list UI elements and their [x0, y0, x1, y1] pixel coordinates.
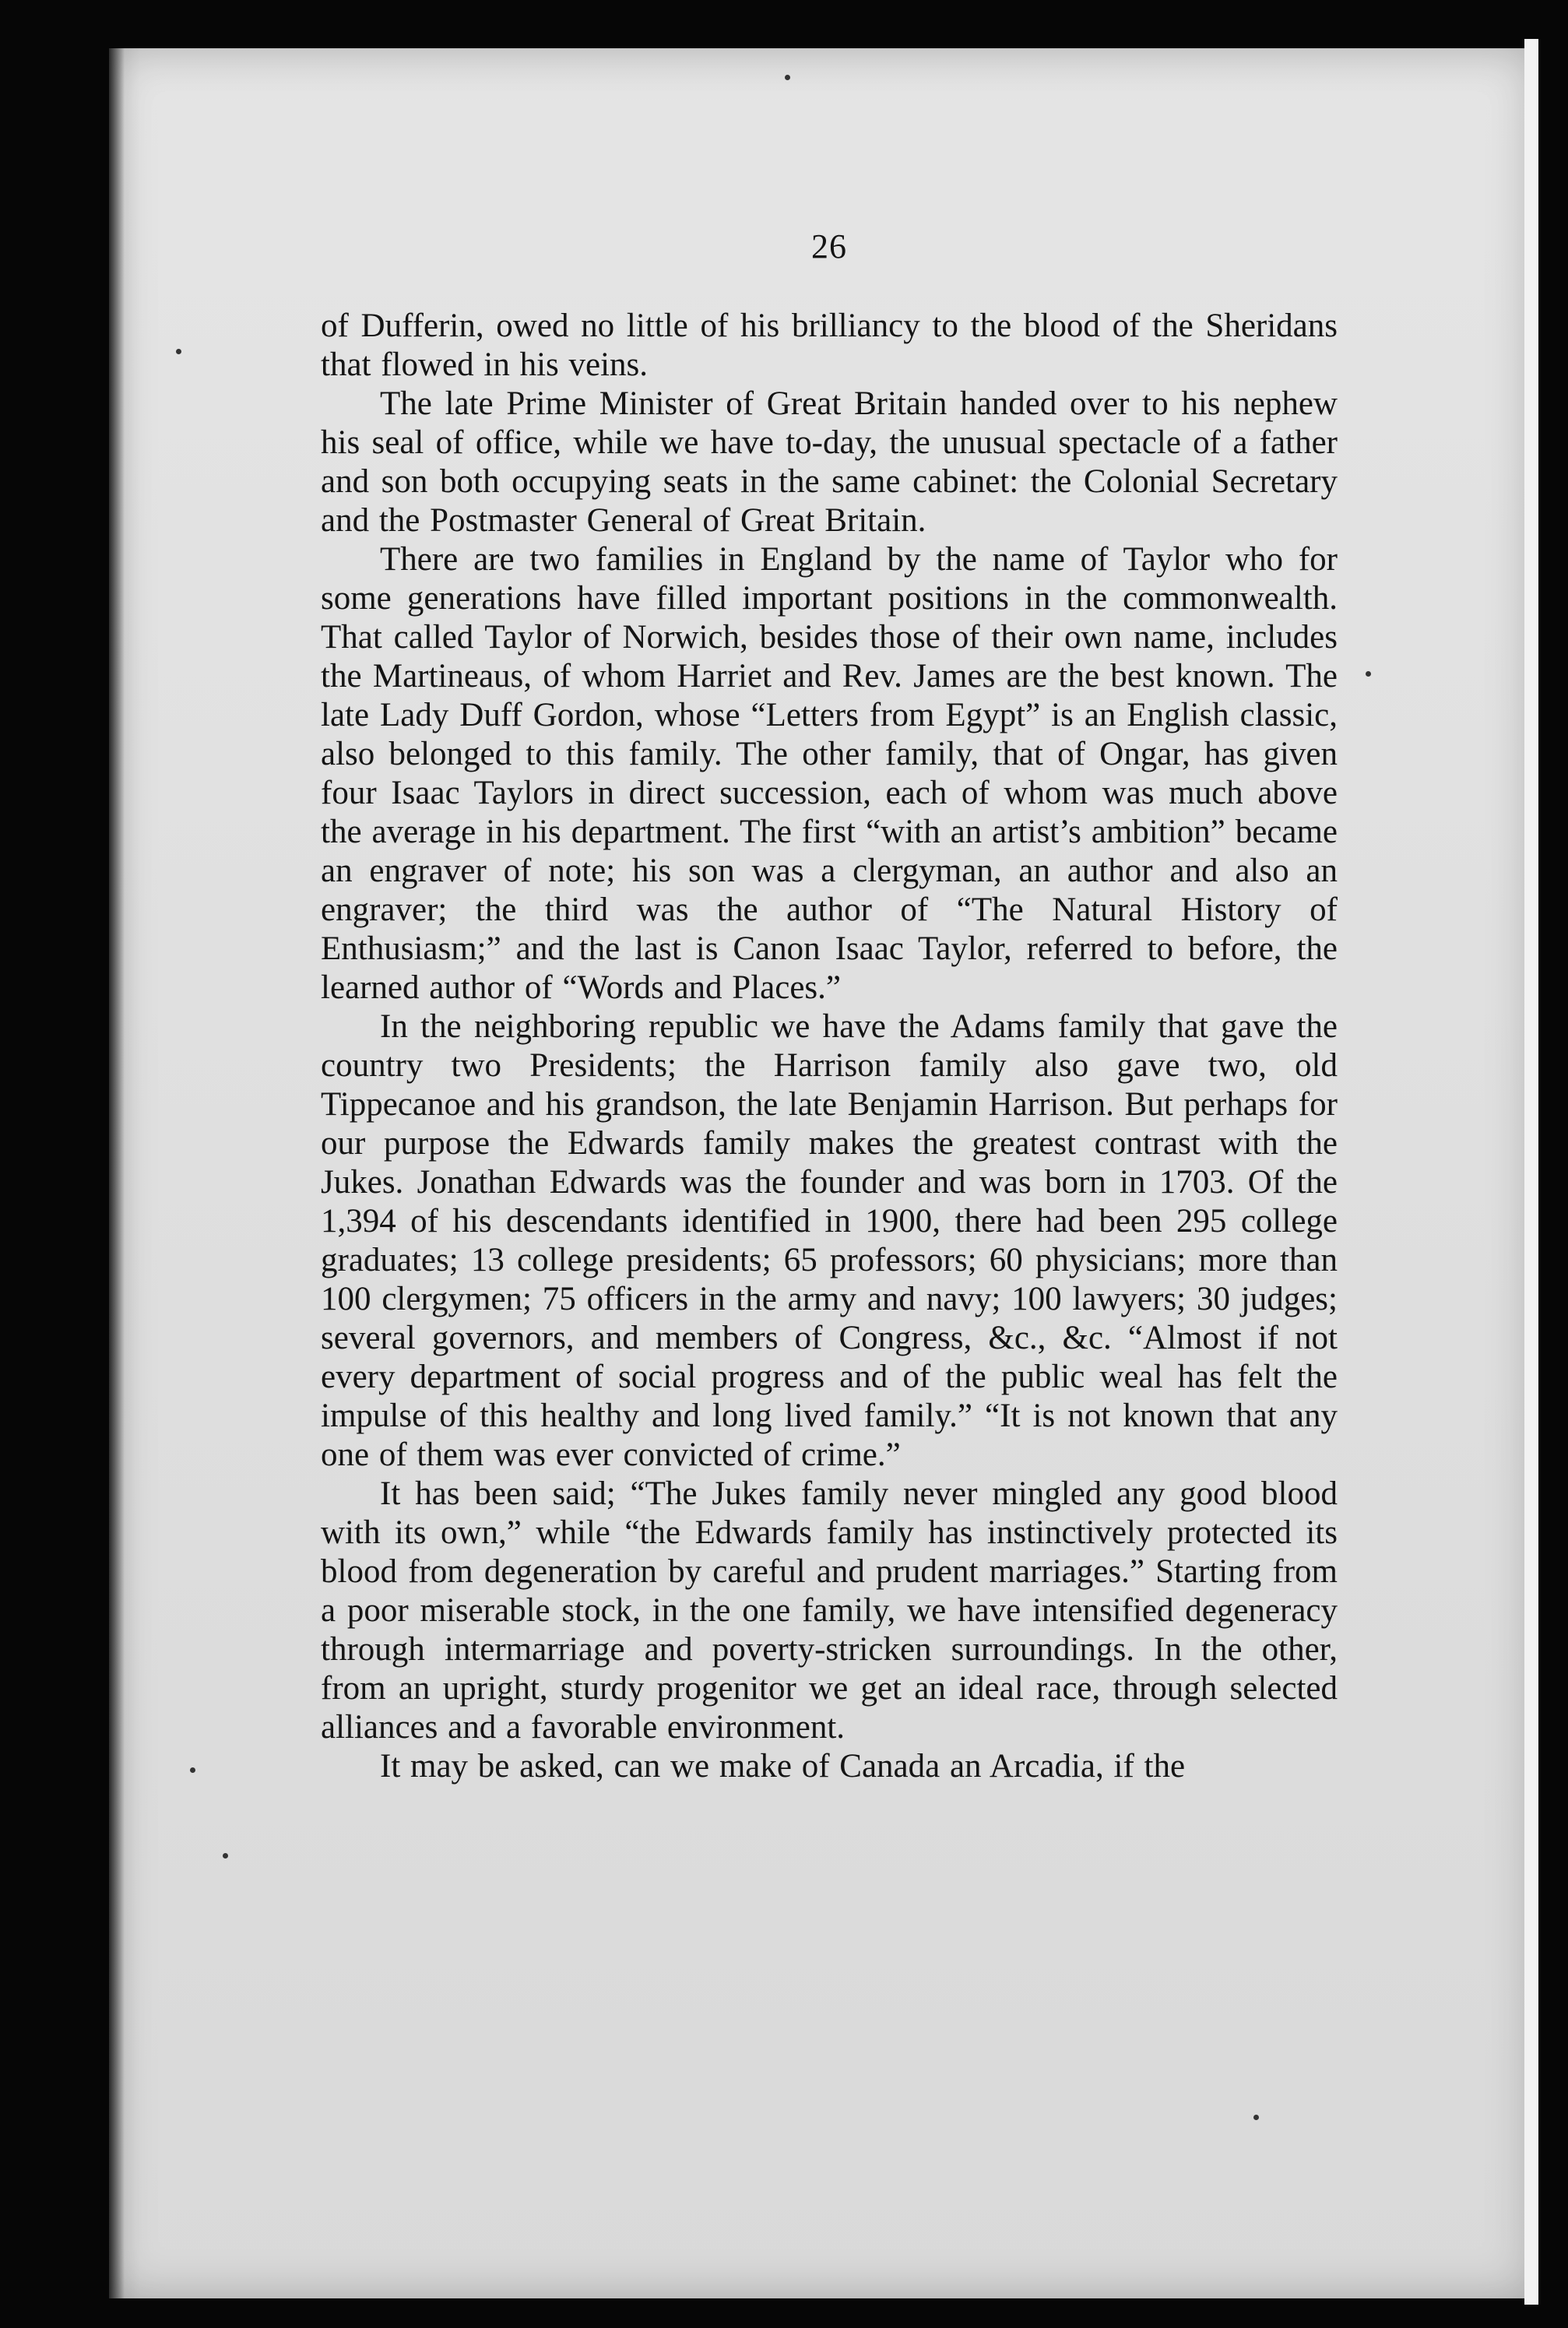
scan-speck — [176, 349, 181, 354]
scan-speck — [190, 1767, 195, 1773]
page-number: 26 — [811, 227, 847, 266]
paragraph: There are two families in England by the name of Taylor who for some generations have filled important positions in the commonwealth. That called Taylor of Norwich, besides those of their own name, includes the Martineaus, of whom Harriet and Rev. James are the best known. The late Lady Duff Gordon, whose “Letters from Egypt” is an English classic, also belonged to this family. The other family, that of Ongar, has given four Isaac Taylors in direct succession, each of whom was much above the average in his department. The first “with an artist’s ambition” became an engraver of note; his son was a clergyman, an author and also an engraver; the third was the author of “The Natural History of Enthusiasm;” and the last is Canon Isaac Taylor, referred to before, the learned author of “Words and Places.” — [321, 541, 1338, 1006]
paragraph: It may be asked, can we make of Canada an Arcadia, if the — [380, 1748, 1186, 1785]
paragraph: of Dufferin, owed no little of his brilliancy to the blood of the Sheridans that flowed in his veins. — [321, 308, 1338, 383]
page-right-edge — [1524, 39, 1538, 2305]
scan-speck — [785, 75, 790, 80]
scan-speck — [223, 1853, 228, 1859]
paragraph: The late Prime Minister of Great Britain handed over to his nephew his seal of office, while we have to-day, the unusual spectacle of a father and son both occupying seats in the same cabinet: the Colonial Secretary and the Postmaster General of Great Britain. — [321, 385, 1338, 539]
page-text — [321, 227, 1338, 1786]
scan-speck — [1366, 671, 1371, 677]
page-shadow-edge — [109, 48, 125, 2298]
paragraph: It has been said; “The Jukes family never mingled any good blood with its own,” while “the Edwards family has instinctively protected its blood from degeneration by careful and prudent marriages.” Starting from a poor miserable stock, in the one family, we have intensified degeneracy through intermarriage and poverty-stricken surroundings. In the other, from an upright, sturdy progenitor we get an ideal race, through selected alliances and a favorable environment. — [321, 1475, 1338, 1746]
paragraph: In the neighboring republic we have the Adams family that gave the country two Presidents; the Harrison family also gave two, old Tippecanoe and his grandson, the late Benjamin Harrison. But perhaps for our purpose the Edwards family makes the greatest contrast with the Jukes. Jonathan Edwards was the founder and was born in 1703. Of the 1,394 of his descendants identified in 1900, there had been 295 college graduates; 13 college presidents; 65 professors; 60 physicians; more than 100 clergymen; 75 officers in the army and navy; 100 lawyers; 30 judges; several governors, and members of Congress, &c., &c. “Almost if not every department of social progress and of the public weal has felt the impulse of this healthy and long lived family.” “It is not known that any one of them was ever convicted of crime.” — [321, 1008, 1338, 1473]
scan-speck — [1253, 2115, 1259, 2120]
